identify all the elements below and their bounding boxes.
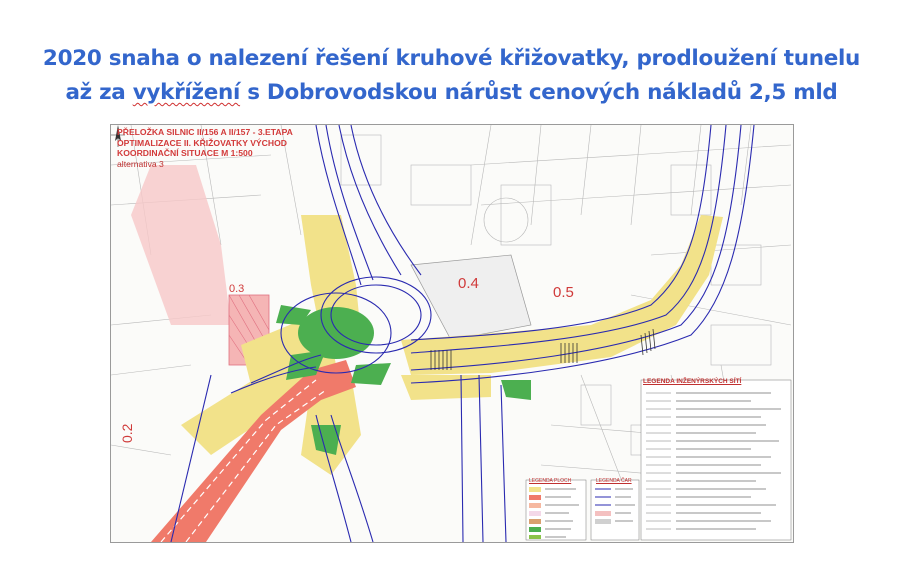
- plan-graphics: [111, 125, 793, 542]
- zone-label-04: 0.4: [458, 275, 479, 292]
- utilities-legend: [641, 380, 791, 540]
- title-line-1: 2020 snaha o nalezení řešení kruhové křižovatky, prodloužení tunelu: [42, 46, 861, 71]
- plan-header-line-1: PŘELOŽKA SILNIC II/156 A II/157 - 3.ETAPA: [117, 127, 293, 137]
- pink-zones: [131, 165, 269, 365]
- area-legend-title: LEGENDA PLOCH: [529, 478, 572, 484]
- roundabout-island: [298, 307, 374, 359]
- zone-label-05: 0.5: [553, 284, 574, 301]
- plan-title-block: [117, 127, 293, 169]
- title-line-2: [20, 76, 883, 110]
- slide-title: [20, 42, 883, 110]
- zone-label-03: 0.3: [229, 283, 245, 295]
- plan-header-line-3: KOORDINAČNÍ SITUACE M 1:500: [117, 148, 253, 158]
- grey-parking-area: [411, 255, 531, 340]
- zone-label-02: 0.2: [119, 423, 135, 443]
- line-legend-title: LEGENDA ČAR: [596, 478, 632, 484]
- title-misspelled-word: vykřížení: [132, 80, 241, 105]
- area-legend: [526, 480, 639, 540]
- plan-header-line-4: alternativa 3: [117, 158, 164, 169]
- title-line-2-prefix: až za: [65, 80, 133, 105]
- title-line-2-suffix: s Dobrovodskou nárůst cenových nákladů 2,5 mld: [240, 80, 838, 105]
- utilities-legend-title: LEGENDA INŽENÝRSKÝCH SÍTÍ: [643, 378, 742, 385]
- plan-header-line-2: OPTIMALIZACE II. KŘIŽOVATKY VÝCHOD: [117, 137, 287, 148]
- road-plan-drawing: [110, 124, 794, 543]
